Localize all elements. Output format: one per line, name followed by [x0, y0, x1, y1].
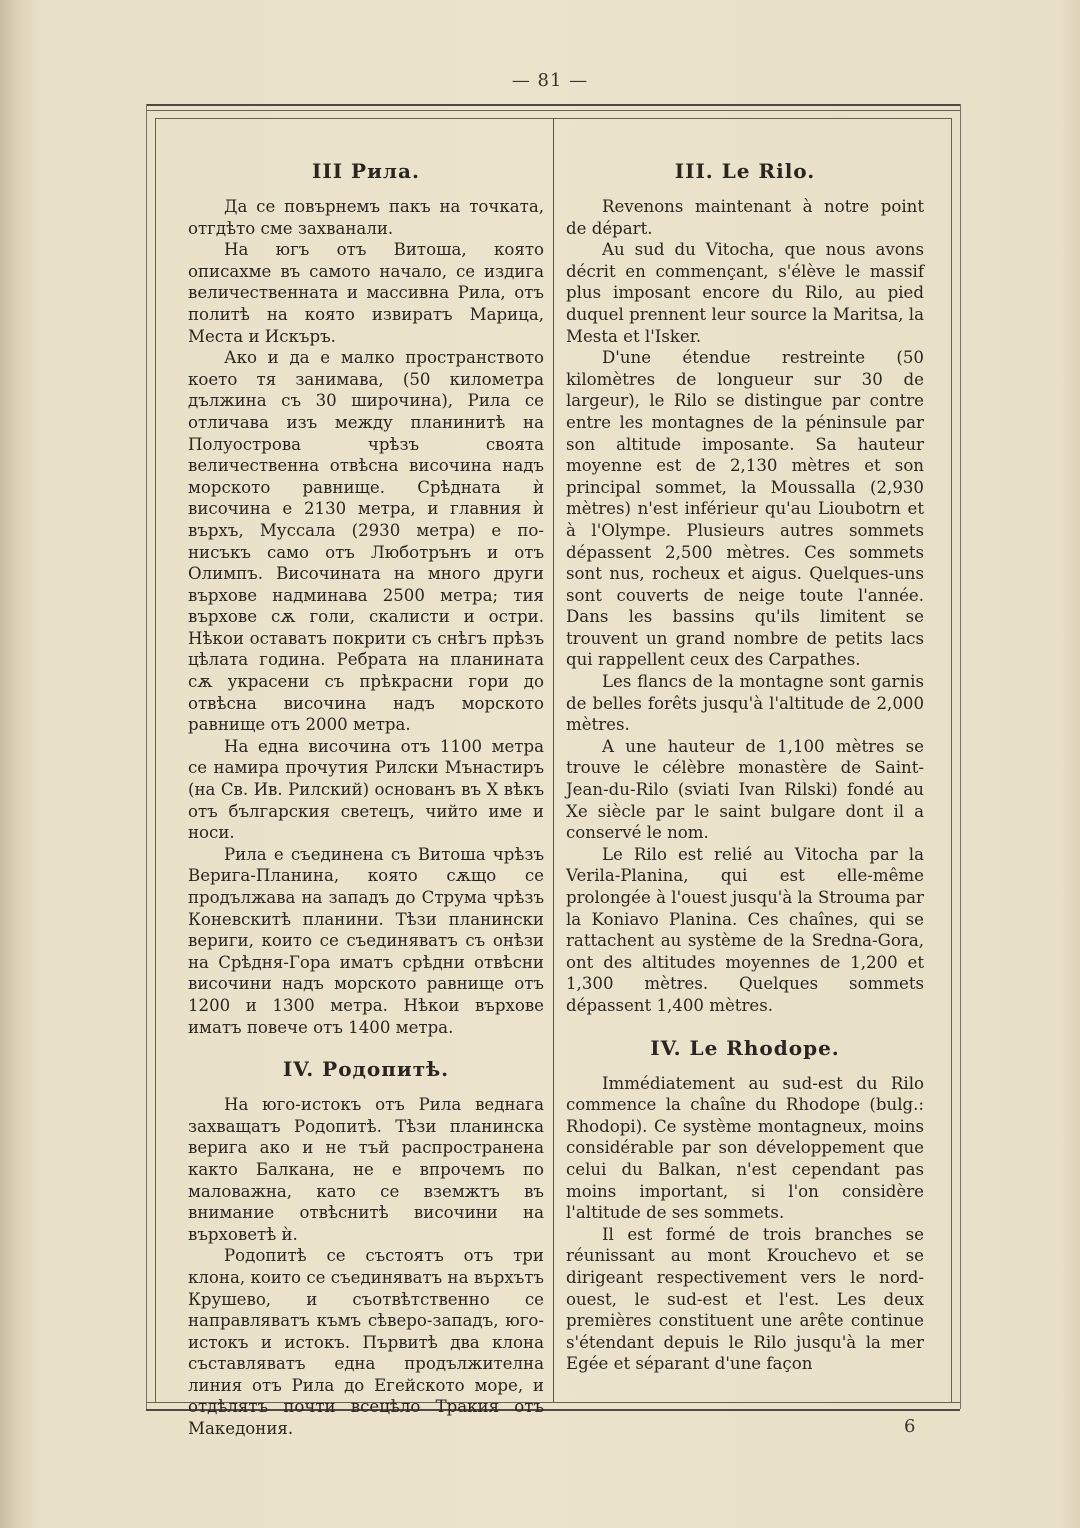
- column-divider: [553, 118, 554, 1402]
- paragraph: Рила е съединена съ Витоша чрѣзъ Верига-Планина, която сѫщо се продължава на западъ до Струма чрѣзъ Коневскитѣ планини. Тѣзи планински вериги, които се съединяватъ съ онѣзи на Срѣдня-Гора иматъ срѣдни отвѣсни височини надъ морското равнище отъ 1200 и 1300 метра. Нѣкои върхове иматъ повече отъ 1400 метра.: [188, 844, 544, 1037]
- paragraph: Ако и да е малко пространството което тя занимава, (50 километра дължина съ 30 широчина), Рила се отличава изъ между планинитѣ на Полуострова чрѣзъ своята величественна отвѣсна височина надъ морското равнище. Срѣдната ѝ височина е 2130 метра, и главния ѝ върхъ, Муссала (2930 метра) е по-нисъкъ само отъ Люботрънъ и отъ Олимпъ. Височината на много други върхове надминава 2500 метра; тия върхове сѫ голи, скалисти и остри. Нѣкои оставатъ покрити съ снѣгъ прѣзъ цѣлата година. Ребрата на планината сѫ украсени съ прѣкрасни гори до отвѣсна височина надъ морското равнище отъ 2000 метра.: [188, 348, 544, 735]
- frame-border-top-inner: [146, 110, 960, 111]
- paragraph: A une hauteur de 1,100 mètres se trouve le célèbre monastère de Saint-Jean-du-Rilo (sviati Ivan Rilski) fondé au Xe siècle par le saint bulgare dont il a conservé le nom.: [566, 736, 924, 843]
- paragraph: На юго-истокъ отъ Рила веднага захващатъ Родопитѣ. Тѣзи планинска верига ако и не тъй распространена както Балкана, не е впрочемъ по маловажна, като се вземжтъ въ внимание отвѣснитѣ височини на върховетѣ ѝ.: [188, 1095, 544, 1244]
- signature-mark: 6: [904, 1416, 916, 1437]
- paragraph: На югъ отъ Витоша, която описахме въ самото начало, се издига величественната и массивна Рила, отъ политѣ на която извиратъ Марица, Места и Искъръ.: [188, 240, 544, 346]
- paragraph: Les flancs de la montagne sont garnis de belles forêts jusqu'à l'altitude de 2,000 mètres.: [566, 672, 924, 735]
- paragraph: Immédiatement au sud-est du Rilo commence la chaîne du Rhodope (bulg.: Rhodopi). Ce système montagneux, moins considérable par son développement que celui du Balkan, n'est cependant pas moins important, si l'on considère l'altitude de ses sommets.: [566, 1073, 924, 1223]
- french-column: [566, 158, 924, 1375]
- frame-border-left: [155, 118, 156, 1402]
- paragraph: Да се повърнемъ пакъ на точката, отгдѣто сме захванали.: [188, 197, 544, 238]
- frame-border-right: [951, 118, 952, 1402]
- section-title-le-rilo: III. Le Rilo.: [674, 159, 816, 183]
- section-title-rila: III Рила.: [312, 159, 420, 183]
- frame-border-left-outer: [146, 104, 147, 1409]
- frame-border-top: [146, 104, 960, 106]
- paragraph: На една височина отъ 1100 метра се намира прочутия Рилски Мънастиръ (на Св. Ив. Рилский) основанъ въ X вѣкъ отъ българския светецъ, чийто име и носи.: [188, 736, 544, 843]
- paragraph: D'une étendue restreinte (50 kilomètres de longueur sur 30 de largeur), le Rilo se distingue par contre entre les montagnes de la péninsule par son altitude imposante. Sa hauteur moyenne est de 2,130 mètres et son principal sommet, la Moussalla (2,930 mètres) n'est inférieur qu'au Lioubotrn et à l'Olympe. Plusieurs autres sommets dépassent 2,500 mètres. Ces sommets sont nus, rocheux et aigus. Quelques-uns sont couverts de neige toute l'année. Dans les bassins qu'ils limitent se trouvent un grand nombre de petits lacs qui rappellent ceux des Carpathes.: [566, 348, 924, 670]
- frame-border-right-outer: [960, 104, 961, 1409]
- paragraph: Il est formé de trois branches se réunissant au mont Krouchevo et se dirigeant respectivement vers le nord-ouest, le sud-est et l'est. Les deux premières constituent une arête continue s'étendant depuis le Rilo jusqu'à la mer Egée et séparant d'une façon: [566, 1224, 924, 1374]
- paragraph: Au sud du Vitocha, que nous avons décrit en commençant, s'élève le massif plus imposant encore du Rilo, au pied duquel prennent leur source la Maritsa, la Mesta et l'Isker.: [566, 240, 924, 346]
- paragraph: Родопитѣ се състоятъ отъ три клона, които се съединяватъ на върхътъ Крушево, и съотвѣтственно се направляватъ къмъ сѣверо-западъ, юго-истокъ и истокъ. Първитѣ два клона съставляватъ една продължителна линия отъ Рила до Егейското море, и отдѣлятъ почти всецѣло Тракия отъ Македония.: [188, 1246, 544, 1439]
- section-title-le-rhodope: IV. Le Rhodope.: [650, 1035, 840, 1060]
- paragraph: Revenons maintenant à notre point de départ.: [566, 197, 924, 238]
- section-title-rodopi: IV. Родопитѣ.: [282, 1057, 450, 1082]
- bulgarian-column: [188, 158, 544, 1440]
- page-number: — 81 —: [511, 70, 589, 91]
- paragraph: Le Rilo est relié au Vitocha par la Verila-Planina, qui est elle-même prolongée à l'ouest jusqu'à la Strouma par la Koniavo Planina. Ces chaînes, qui se rattachent au système de la Sredna-Gora, ont des altitudes moyennes de 1,200 et 1,300 mètres. Quelques sommets dépassent 1,400 mètres.: [566, 844, 924, 1015]
